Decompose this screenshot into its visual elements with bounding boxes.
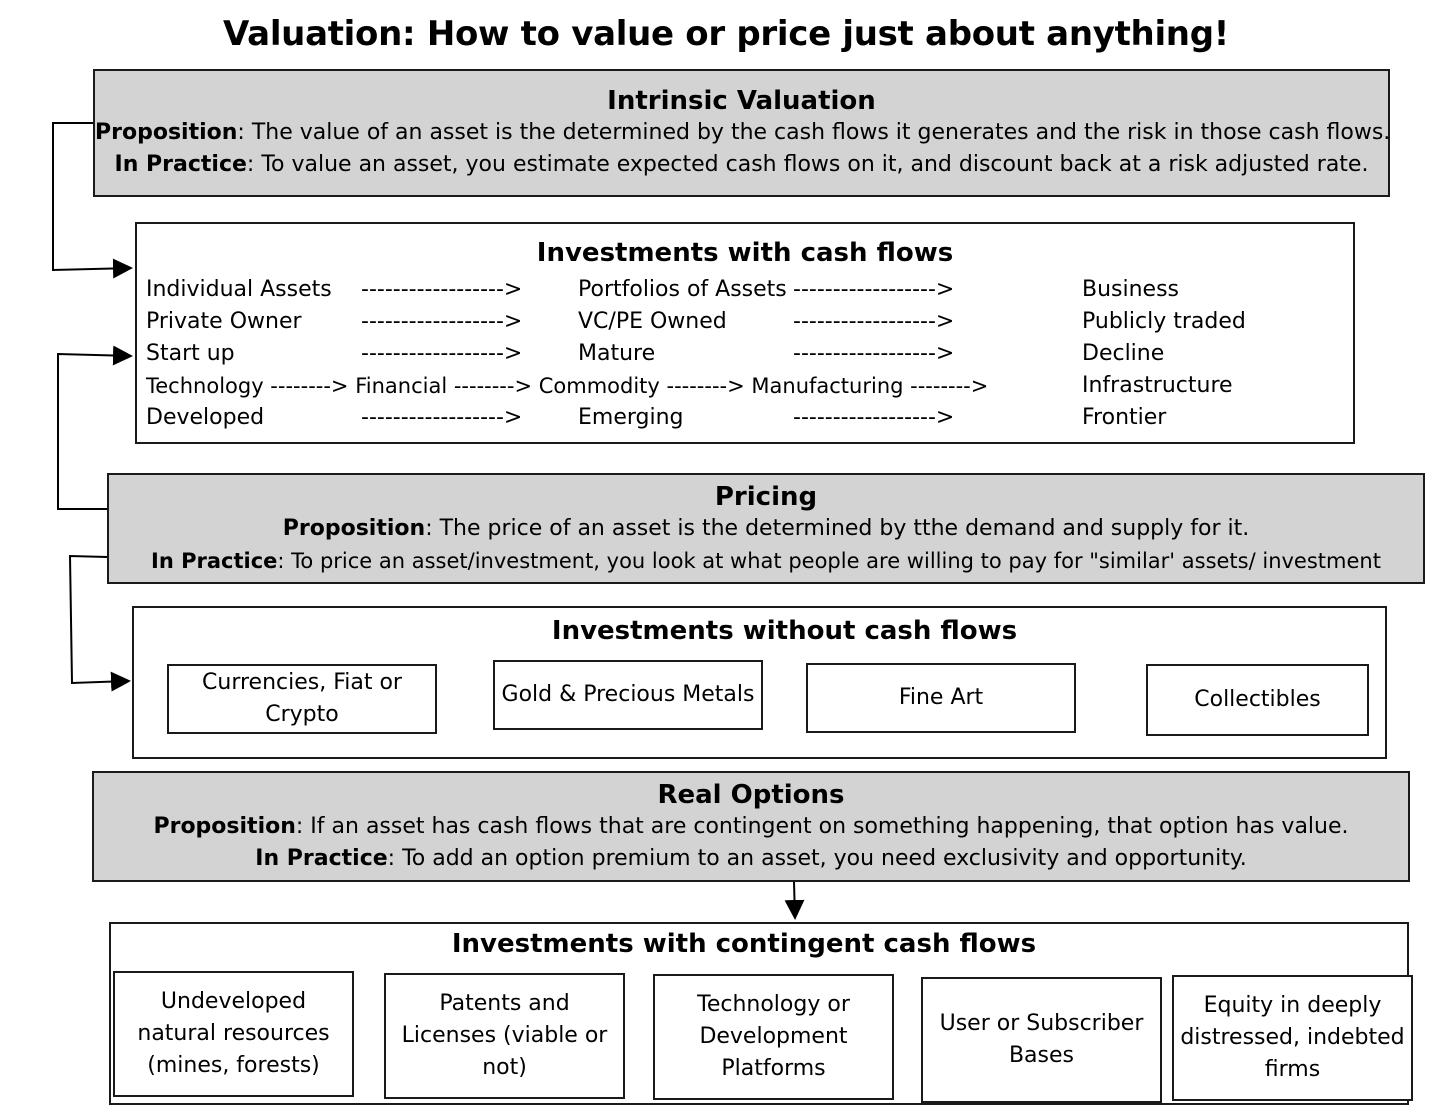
real-options-to-contingent-arrow [794, 882, 795, 918]
row-start: Private Owner [146, 309, 302, 334]
practice-label: In Practice [151, 549, 278, 573]
row-arrow: ------------------> [793, 405, 955, 430]
pricing-to-cash-flows-arrow [58, 354, 131, 509]
contingent-heading: Investments with contingent cash flows [451, 929, 1037, 959]
row-end: Infrastructure [1082, 373, 1233, 398]
practice-text: : To add an option premium to an asset, you need exclusivity and opportunity. [387, 846, 1247, 871]
fine-art-box: Fine Art [806, 663, 1076, 733]
sector-row: Technology --------> Financial --------> Commodity --------> Manufacturing --------> [146, 374, 989, 398]
row-end: Frontier [1082, 405, 1167, 430]
proposition-label: Proposition [282, 516, 426, 541]
pricing-heading: Pricing [714, 482, 818, 512]
proposition-label: Proposition [95, 120, 238, 145]
row-start: Start up [146, 341, 235, 366]
proposition-text: : The price of an asset is the determined by tthe demand and supply for it. [425, 516, 1250, 541]
real-options-heading: Real Options [657, 780, 845, 810]
gold-precious-metals-box: Gold & Precious Metals [493, 660, 763, 730]
pricing-to-without-cash-flows-arrow [70, 556, 129, 683]
proposition-label: Proposition [153, 814, 296, 839]
patents-licenses-box: Patents and Licenses (viable or not) [384, 973, 625, 1099]
proposition-text: : The value of an asset is the determined by the cash flows it generates and the risk in those cash flows. [237, 120, 1391, 145]
practice-label: In Practice [255, 846, 388, 871]
row-arrow: ------------------> [361, 277, 523, 302]
row-middle: Emerging [578, 405, 684, 430]
user-subscriber-bases-box: User or Subscriber Bases [921, 977, 1162, 1103]
row-arrow: ------------------> [793, 277, 955, 302]
row-middle: VC/PE Owned [578, 309, 727, 334]
practice-label: In Practice [114, 152, 247, 177]
row-start: Individual Assets [146, 277, 332, 302]
distressed-equity-box: Equity in deeply distressed, indebted firms [1172, 975, 1413, 1101]
row-arrow: ------------------> [361, 309, 523, 334]
row-end: Decline [1082, 341, 1165, 366]
row-arrow: ------------------> [361, 341, 523, 366]
without-cash-flows-heading: Investments without cash flows [551, 616, 1018, 646]
practice-text: : To price an asset/investment, you look at what people are willing to pay for "similar' assets/ investment [277, 549, 1381, 573]
row-start: Developed [146, 405, 265, 430]
row-middle: Portfolios of Assets [578, 277, 787, 302]
intrinsic-valuation-heading: Intrinsic Valuation [607, 86, 876, 116]
collectibles-box: Collectibles [1146, 664, 1369, 736]
row-arrow: ------------------> [361, 405, 523, 430]
page-title: Valuation: How to value or price just about anything! [223, 14, 1229, 54]
row-middle: Mature [578, 341, 656, 366]
technology-platforms-box: Technology or Development Platforms [653, 974, 894, 1100]
undeveloped-resources-box: Undeveloped natural resources (mines, forests) [113, 971, 354, 1097]
practice-text: : To value an asset, you estimate expected cash flows on it, and discount back at a risk adjusted rate. [246, 152, 1369, 177]
row-arrow: ------------------> [793, 341, 955, 366]
row-end: Publicly traded [1082, 309, 1246, 334]
proposition-text: : If an asset has cash flows that are contingent on something happening, that option has value. [295, 814, 1349, 839]
cash-flows-heading: Investments with cash flows [536, 238, 954, 268]
intrinsic-to-cash-flows-arrow [53, 123, 131, 270]
row-arrow: ------------------> [793, 309, 955, 334]
row-end: Business [1082, 277, 1180, 302]
currencies-box: Currencies, Fiat or Crypto [167, 664, 437, 734]
